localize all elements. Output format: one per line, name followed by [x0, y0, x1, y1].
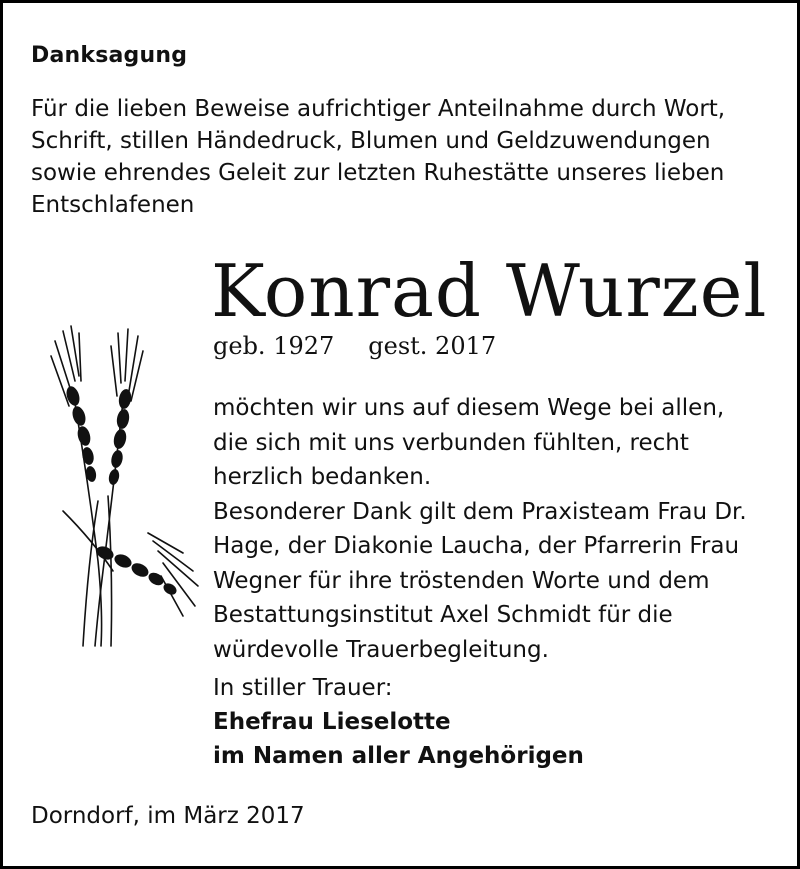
thanks-paragraph — [213, 391, 773, 667]
mourners-block — [213, 671, 584, 773]
body-line: die sich mit uns verbunden fühlten, recht — [213, 429, 689, 456]
birth-year: geb. 1927 — [213, 332, 335, 360]
intro-line: Schrift, stillen Händedruck, Blumen und Geldzuwendungen — [31, 128, 711, 154]
mourning-intro: In stiller Trauer: — [213, 675, 393, 701]
body-line: Wegner für ihre tröstenden Worte und dem — [213, 567, 710, 594]
deceased-name: Konrad Wurzel — [211, 249, 768, 333]
life-dates — [213, 332, 496, 360]
intro-line: Entschlafenen — [31, 192, 195, 218]
body-line: Besonderer Dank gilt dem Praxisteam Frau Dr. — [213, 498, 747, 525]
body-line: Bestattungsinstitut Axel Schmidt für die — [213, 602, 673, 628]
body-line: herzlich bedanken. — [213, 464, 432, 490]
intro-line: sowie ehrendes Geleit zur letzten Ruhestätte unseres lieben — [31, 160, 725, 186]
place-date: Dorndorf, im März 2017 — [31, 803, 305, 829]
body-line: möchten wir uns auf diesem Wege bei allen, — [213, 395, 725, 421]
body-line: würdevolle Trauerbegleitung. — [213, 636, 549, 663]
death-year: gest. 2017 — [368, 332, 497, 360]
wheat-ears-icon — [43, 321, 203, 651]
intro-paragraph — [31, 93, 781, 221]
body-line: Hage, der Diakonie Laucha, der Pfarrerin Frau — [213, 533, 740, 559]
mourner-spouse: Ehefrau Lieselotte — [213, 709, 451, 735]
intro-line: Für die lieben Beweise aufrichtiger Anteilnahme durch Wort, — [31, 96, 726, 122]
notice-heading: Danksagung — [31, 43, 188, 68]
mourner-family: im Namen aller Angehörigen — [213, 743, 584, 769]
